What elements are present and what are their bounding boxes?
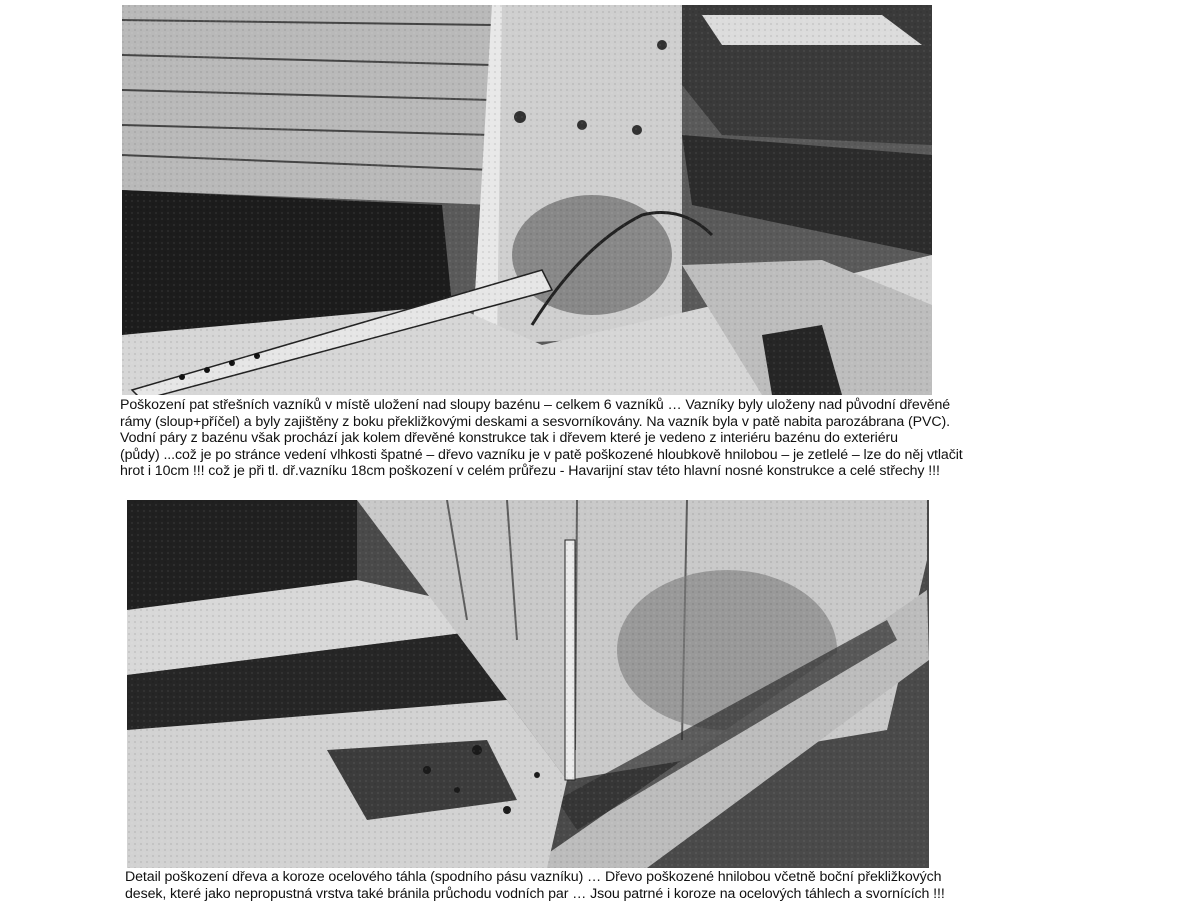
photo-2-caption xyxy=(125,869,1085,902)
photo-1-caption xyxy=(120,397,1080,480)
photo-1-image xyxy=(122,5,932,395)
attic-truss-damage-photo xyxy=(122,5,932,395)
caption-line: Poškození pat střešních vazníků v místě uložení nad sloupy bazénu – celkem 6 vazníků … Vazníky byly uloženy nad původní dřevěné xyxy=(120,397,951,413)
caption-line: Detail poškození dřeva a koroze ocelového táhla (spodního pásu vazníku) … Dřevo poškozené hnilobou včetně boční překližkových xyxy=(125,869,942,885)
caption-line: Vodní páry z bazénu však prochází jak kolem dřevěné konstrukce tak i dřevem které je vedeno z interiéru bazénu do exteriéru xyxy=(120,430,898,447)
caption-line: hrot i 10cm !!! což je při tl. dř.vazníku 18cm poškození v celém průřezu - Havarijní stav této hlavní nosné konstrukce a celé střechy !!! xyxy=(120,463,940,480)
caption-line: rámy (sloup+příčel) a byly zajištěny z boku překližkovými deskami a sesvorníkovány. Na vazník byla v patě nabita parozábrana (PVC). xyxy=(120,413,950,430)
caption-line: (půdy) ...což je po stránce vedení vlhkosti špatné – dřevo vazníku je v patě poškozené hloubkově hnilobou – je zetlelé – lze do něj vtlačit xyxy=(120,446,963,463)
caption-line: desek, které jako nepropustná vrstva také bránila průchodu vodních par … Jsou patrné i koroze na ocelových táhlech a svornících !!! xyxy=(125,885,945,902)
photo-2-image xyxy=(127,500,929,868)
steel-tie-corrosion-photo xyxy=(127,500,929,868)
